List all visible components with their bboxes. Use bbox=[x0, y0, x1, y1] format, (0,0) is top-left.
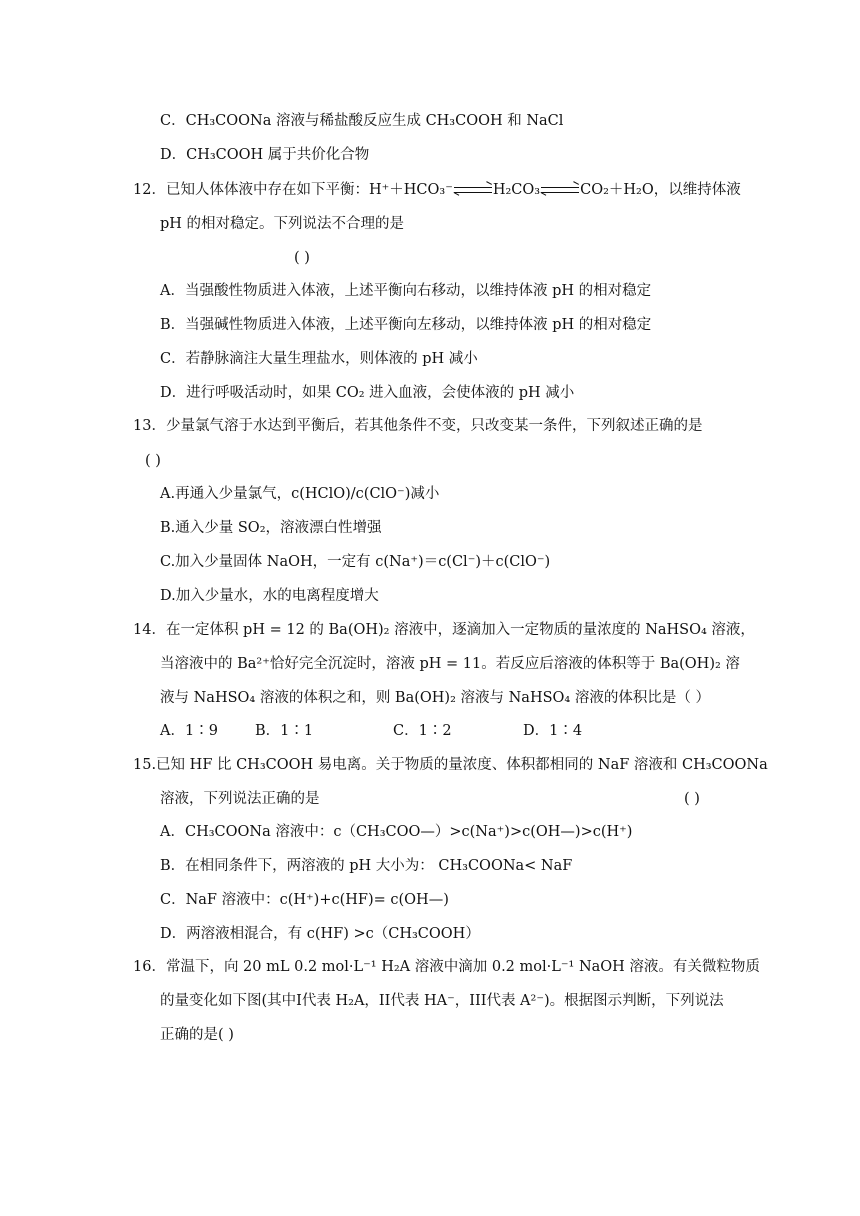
q12-stem-part-a: 12．已知人体体液中存在如下平衡：H⁺＋HCO₃⁻ bbox=[133, 182, 453, 198]
q14-stem-line1: 14．在一定体积 pH = 12 的 Ba(OH)₂ 溶液中，逐滴加入一定物质的量浓度的 NaHSO₄ 溶液， bbox=[133, 622, 755, 638]
q13-option-a: A.再通入少量氯气，c(HClO)/c(ClO⁻)减小 bbox=[160, 486, 440, 502]
q14-option-a: A．1∶9 bbox=[160, 723, 218, 739]
q11-option-d: D．CH₃COOH 属于共价化合物 bbox=[160, 147, 370, 163]
q12-stem-line2: pH 的相对稳定。下列说法不合理的是 bbox=[160, 216, 405, 232]
q15-answer-paren: ( ) bbox=[684, 791, 700, 807]
q13-option-d: D.加入少量水，水的电离程度增大 bbox=[160, 588, 379, 604]
q12-answer-paren: ( ) bbox=[294, 250, 310, 266]
q12-stem-line1 bbox=[133, 180, 741, 200]
q16-stem-line3: 正确的是( ) bbox=[160, 1027, 234, 1043]
q15-stem-line1: 15.已知 HF 比 CH₃COOH 易电离。关于物质的量浓度、体积都相同的 NaF 溶液和 CH₃COONa bbox=[133, 757, 768, 773]
q15-option-c: C．NaF 溶液中：c(H⁺)+c(HF)= c(OH—) bbox=[160, 892, 449, 908]
q14-option-c: C．1∶2 bbox=[393, 723, 452, 739]
q13-answer-paren: ( ) bbox=[145, 453, 161, 469]
q12-stem-part-b: H₂CO₃ bbox=[492, 182, 541, 198]
q12-stem-part-c: CO₂＋H₂O，以维持体液 bbox=[580, 182, 741, 198]
q15-option-b: B．在相同条件下，两溶液的 pH 大小为： CH₃COONa< NaF bbox=[160, 858, 573, 874]
q12-option-b: B．当强碱性物质进入体液，上述平衡向左移动，以维持体液 pH 的相对稳定 bbox=[160, 317, 652, 333]
q16-stem-line2: 的量变化如下图(其中I代表 H₂A，II代表 HA⁻，III代表 A²⁻)。根据图示判断，下列说法 bbox=[160, 993, 724, 1009]
q16-stem-line1: 16．常温下，向 20 mL 0.2 mol·L⁻¹ H₂A 溶液中滴加 0.2 mol·L⁻¹ NaOH 溶液。有关微粒物质 bbox=[133, 959, 760, 975]
q12-option-d: D．进行呼吸活动时，如果 CO₂ 进入血液，会使体液的 pH 减小 bbox=[160, 385, 575, 401]
q15-option-d: D．两溶液相混合，有 c(HF) >c（CH₃COOH） bbox=[160, 926, 480, 942]
q13-option-c: C.加入少量固体 NaOH，一定有 c(Na⁺)＝c(Cl⁻)＋c(ClO⁻) bbox=[160, 554, 551, 570]
equilibrium-arrow-icon bbox=[541, 184, 579, 196]
equilibrium-arrow-icon bbox=[454, 184, 492, 196]
q12-option-c: C．若静脉滴注大量生理盐水，则体液的 pH 减小 bbox=[160, 351, 478, 367]
q12-option-a: A．当强酸性物质进入体液，上述平衡向右移动，以维持体液 pH 的相对稳定 bbox=[160, 283, 652, 299]
q11-option-c: C．CH₃COONa 溶液与稀盐酸反应生成 CH₃COOH 和 NaCl bbox=[160, 113, 564, 129]
q13-stem: 13．少量氯气溶于水达到平衡后，若其他条件不变，只改变某一条件，下列叙述正确的是 bbox=[133, 418, 703, 434]
q13-option-b: B.通入少量 SO₂，溶液漂白性增强 bbox=[160, 520, 382, 536]
q14-option-d: D．1∶4 bbox=[523, 723, 583, 739]
q15-option-a: A．CH₃COONa 溶液中：c（CH₃COO—）>c(Na⁺)>c(OH—)>c(H⁺) bbox=[160, 824, 633, 840]
q14-option-b: B．1∶1 bbox=[255, 723, 314, 739]
q15-stem-line2: 溶液，下列说法正确的是 bbox=[160, 791, 320, 807]
q14-stem-line2: 当溶液中的 Ba²⁺恰好完全沉淀时，溶液 pH = 11。若反应后溶液的体积等于 Ba(OH)₂ 溶 bbox=[160, 656, 740, 672]
q14-stem-line3: 液与 NaHSO₄ 溶液的体积之和，则 Ba(OH)₂ 溶液与 NaHSO₄ 溶液的体积比是（ ） bbox=[160, 690, 710, 706]
